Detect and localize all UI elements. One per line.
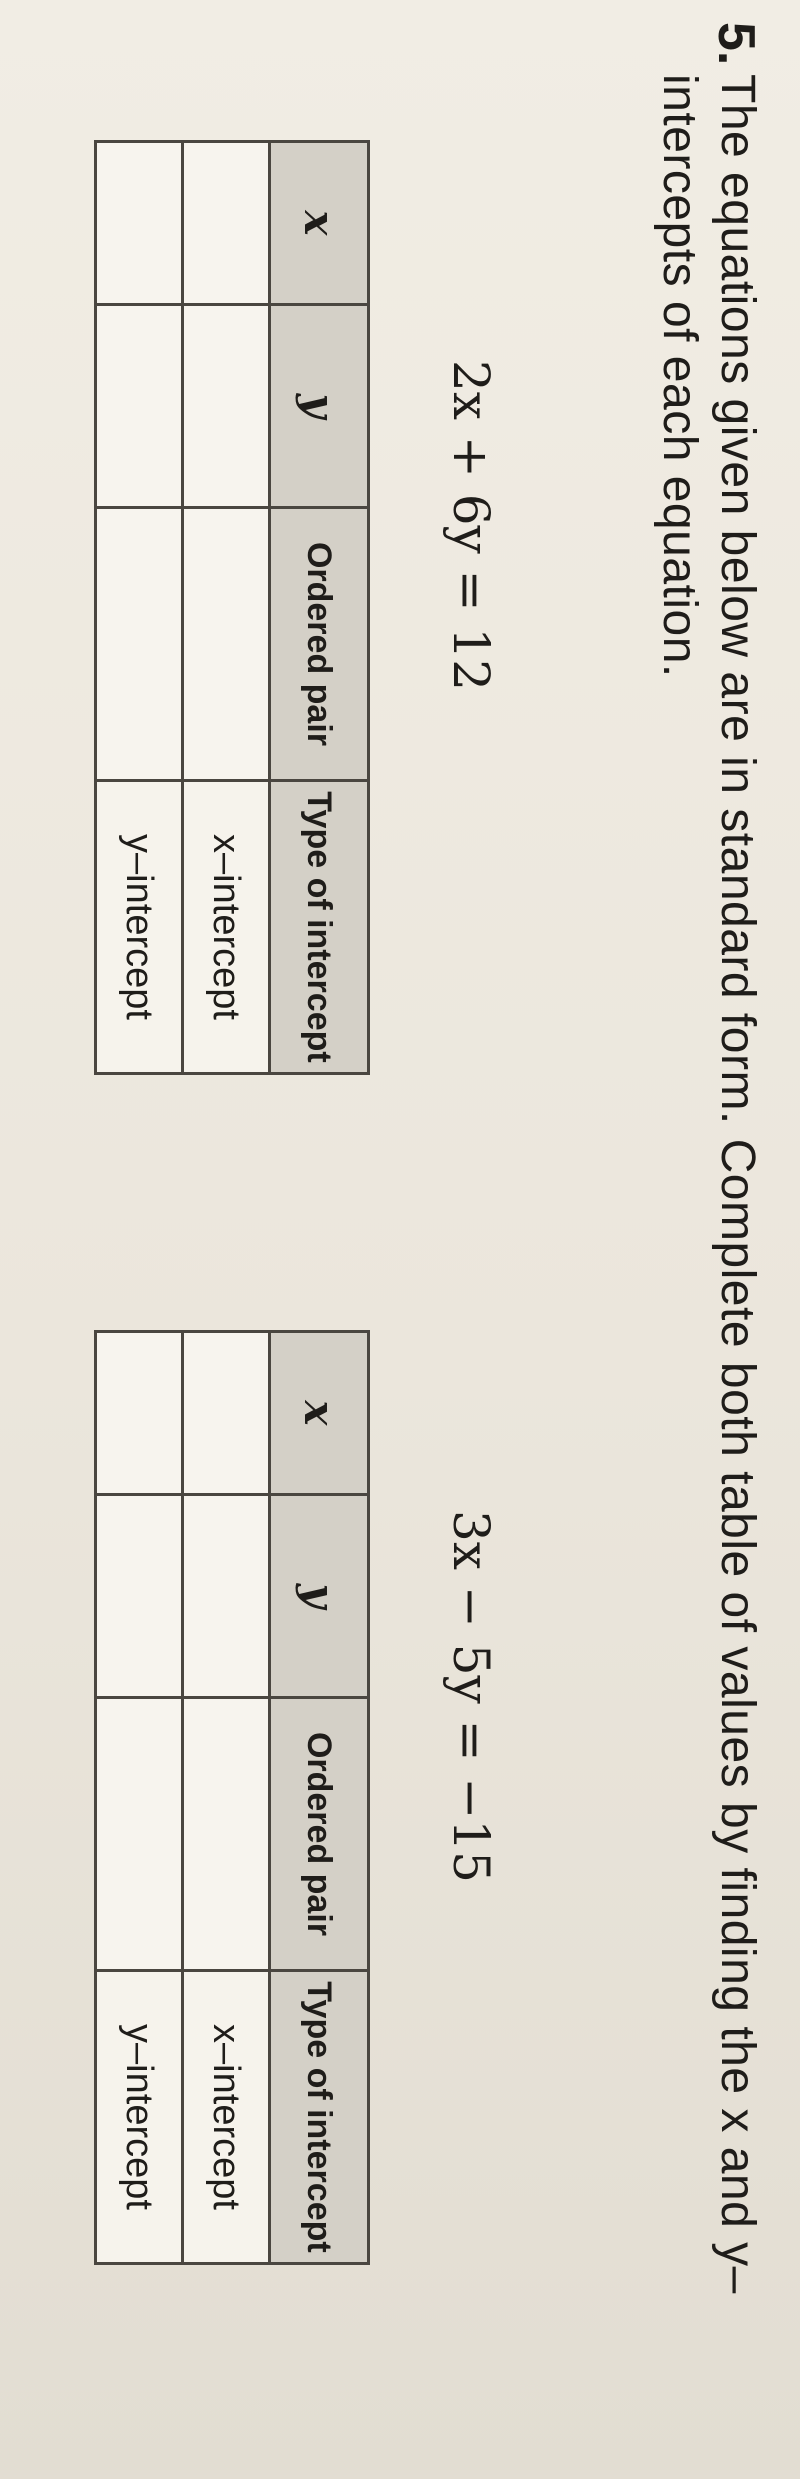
- header-ordered-pair: Ordered pair: [270, 1698, 369, 1971]
- intercept-type-cell: x–intercept: [183, 1971, 270, 2264]
- values-table-2: [94, 1330, 370, 2265]
- ordered-pair-cell[interactable]: [96, 508, 183, 781]
- header-type-of-intercept: Type of intercept: [270, 781, 369, 1074]
- header-ordered-pair: Ordered pair: [270, 508, 369, 781]
- table-row: [96, 142, 183, 1074]
- y-value-cell[interactable]: [96, 1495, 183, 1698]
- ordered-pair-cell[interactable]: [96, 1698, 183, 1971]
- equation-2: 3x − 5y = −15: [442, 1510, 500, 1883]
- equation-1: 2x + 6y = 12: [442, 360, 500, 692]
- header-type-of-intercept: Type of intercept: [270, 1971, 369, 2264]
- header-y: y: [270, 305, 369, 508]
- table-row: [96, 1332, 183, 2264]
- ordered-pair-cell[interactable]: [183, 508, 270, 781]
- problem-instructions: The equations given below are in standard form. Complete both table of values by finding the x and y–intercepts of each equation.: [653, 74, 764, 2294]
- header-x: x: [270, 142, 369, 305]
- table-row: [183, 142, 270, 1074]
- intercept-type-cell: y–intercept: [96, 1971, 183, 2264]
- ordered-pair-cell[interactable]: [183, 1698, 270, 1971]
- intercept-type-cell: y–intercept: [96, 781, 183, 1074]
- x-value-cell[interactable]: [183, 1332, 270, 1495]
- y-value-cell[interactable]: [183, 305, 270, 508]
- y-value-cell[interactable]: [96, 305, 183, 508]
- x-value-cell[interactable]: [96, 1332, 183, 1495]
- values-table-1: [94, 140, 370, 1075]
- table-header-row: [270, 1332, 369, 2264]
- x-value-cell[interactable]: [96, 142, 183, 305]
- intercept-type-cell: x–intercept: [183, 781, 270, 1074]
- x-value-cell[interactable]: [183, 142, 270, 305]
- header-y: y: [270, 1495, 369, 1698]
- table-header-row: [270, 142, 369, 1074]
- y-value-cell[interactable]: [183, 1495, 270, 1698]
- table-row: [183, 1332, 270, 2264]
- header-x: x: [270, 1332, 369, 1495]
- problem-number: 5.: [707, 22, 765, 66]
